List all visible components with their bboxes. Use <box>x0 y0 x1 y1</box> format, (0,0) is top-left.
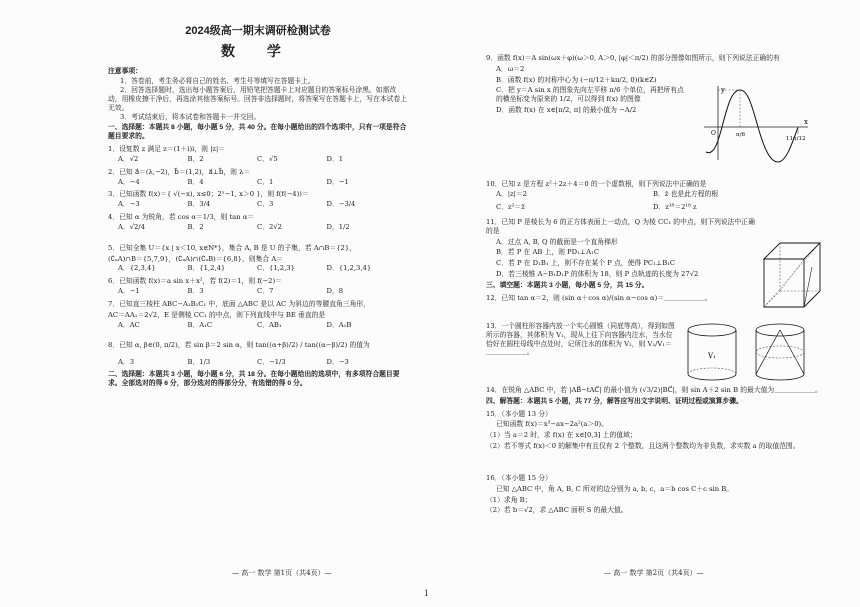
option: D．A₁B <box>326 320 352 329</box>
option: B．3 <box>187 287 204 296</box>
option: D．1/2 <box>326 222 350 231</box>
option: C．3 <box>257 200 274 209</box>
right-column-lower <box>486 178 822 215</box>
page-footer: — 高一 数学 第2页（共4页）— <box>604 569 704 577</box>
exam-subject: 数 学 <box>221 43 295 60</box>
cylinder-bottom <box>756 374 804 380</box>
question-2: 2．已知 a⃗＝(λ,−2)，b⃗＝(1,2)，a⃗⊥b⃗，则 λ＝ <box>108 167 251 176</box>
option: D．−3 <box>326 358 349 367</box>
question-15-head: 15．（本小题 13 分） <box>486 409 552 418</box>
option: A．3 <box>118 358 135 367</box>
options-q4 <box>108 223 408 232</box>
option: D．8 <box>326 287 344 296</box>
options-q5 <box>108 264 408 273</box>
options-q7 <box>108 321 408 330</box>
sine-graph-figure <box>700 82 812 164</box>
option: B．z̄ 也是此方程的根 <box>653 189 719 198</box>
option: C．√5 <box>257 154 278 163</box>
question-11: 11．已知 P 是棱长为 6 的正方体表面上一动点，Q 为棱 CC₁ 的中点，则下列说法中正确的是 <box>486 218 755 235</box>
cube-hidden-edge <box>764 291 780 307</box>
question-9: 9．函数 f(x)＝A sin(ωx＋φ)(ω＞0, A＞0, |φ|＜π/2) 的部分图像如图所示，则下列说法正确的有 <box>486 54 780 62</box>
cone-edge <box>780 330 804 374</box>
question-8: 8．已知 α, β∈(0, π/2)，若 sin β＝2 sin α，则 tan((α+β)/2) / tan((α−β)/2) 的值为 <box>108 341 370 350</box>
option: A．AC <box>118 320 140 329</box>
question-3: 3．已知函数 f(x)＝{ √(−x), x≤0；2ˣ−1, x＞0 }，则 f(f(−4))＝ <box>108 190 309 199</box>
options-q3 <box>108 200 408 209</box>
question-1: 1．设复数 z 满足 z＝(1＋i)i，则 |z|＝ <box>108 145 226 154</box>
notice-title: 注意事项： <box>108 68 142 76</box>
option: A．|z|＝2 <box>496 189 527 198</box>
options-q1 <box>108 155 408 164</box>
option: C．−1/3 <box>257 358 286 367</box>
option: A．{2,3,4} <box>118 264 156 273</box>
question-14: 14．在锐角 △ABC 中，若 |AB⃗−tAC⃗| 的最小值为 (√3/2)|BC⃗|，则 sin A＋2 sin B 的最大值为＿＿＿＿＿＿。 <box>486 386 822 394</box>
question-13: 13．一个圆柱形容器内放一个实心圆锥（同底等高），得到如图所示的容器，其体积为 V₁，现从上往下向容器内注水，当水位恰好在圆柱母线中点处时，记所注水的体积为 V₂，则 V₂/V₁＝＿＿＿＿＿＿。 <box>486 322 675 357</box>
cone-edge <box>756 330 780 374</box>
option: C．1 <box>257 177 274 186</box>
option: B．函数 f(x) 的对称中心为 (−π/12＋kπ/2, 0)(k∈Z) <box>496 75 657 84</box>
cylinder-bottom-hidden <box>688 368 736 374</box>
options-q8 <box>108 358 408 367</box>
cylinder-figure <box>680 318 820 386</box>
notice-item: 2．回答选择题时，选出每小题答案后，用铅笔把答题卡上对应题目的答案标号涂黑。如需改动，用橡皮擦干净后，再选涂其他答案标号。回答非选择题时，将答案写在答题卡上，写在本试卷上无效。 <box>108 86 408 112</box>
section-heading: 四、解答题：本题共 5 小题，共 77 分，解答应写出文字说明、证明过程或演算步骤。 <box>486 397 743 405</box>
question-16-part2: （2）若 b＝√2，求 △ABC 面积 S 的最大值。 <box>486 506 628 515</box>
cylinder-top <box>688 324 736 336</box>
notice-list <box>108 77 408 121</box>
option: B．4 <box>187 177 204 186</box>
tick-label: π/6 <box>736 132 745 138</box>
options-q10b <box>486 203 822 212</box>
option: D．z¹⁸＝2¹⁸ z <box>653 202 697 211</box>
option: D．函数 f(x) 在 x∈[π/2, π] 的最小值为 −A/2 <box>496 106 637 115</box>
cylinder-bottom <box>688 374 736 380</box>
option: B．2 <box>187 154 204 163</box>
option: A．−3 <box>118 200 140 209</box>
option: C．z²＝z̄ <box>496 202 525 211</box>
option: C．7 <box>257 287 274 296</box>
question-5-cont: (∁ᵤA)∩B＝{5,7,9}，(∁ᵤA)∩(∁ᵤB)＝{6,8}，则集合 A＝ <box>108 254 284 263</box>
option: A．过点 A, B, Q 的截面是一个直角梯形 <box>496 237 618 246</box>
question-4: 4．已知 α 为锐角，若 cos α＝1/3，则 tan α＝ <box>108 213 255 222</box>
notice-item: 3．考试结束后，将本试卷和答题卡一并交回。 <box>120 112 261 121</box>
question-15-body: 已知函数 f(x)＝x³−ax−2a²(a＞0)。 <box>496 420 609 429</box>
option: A．−1 <box>118 287 140 296</box>
section-heading: 三、填空题：本题共 3 小题，每小题 5 分，共 15 分。 <box>486 281 649 289</box>
option: B．2 <box>187 222 204 231</box>
question-16-head: 16．（本小题 15 分） <box>486 473 552 482</box>
cube-top-face <box>764 243 820 259</box>
option: C．2√2 <box>257 222 282 231</box>
question-5: 5．已知全集 U＝{x | x＜10, x∈N*}，集合 A, B 是 U 的子集，若 A∩B＝{2}， <box>108 243 356 252</box>
volume-label: V₁ <box>708 352 716 360</box>
section-heading: 一、选择题：本题共 8 小题，每小题 5 分，共 40 分。在每小题给出的四个选项中，只有一项是符合题目要求的。 <box>108 124 407 141</box>
notice-item: 1．答卷前，考生务必将自己的姓名、考生号等填写在答题卡上。 <box>120 77 315 86</box>
question-6: 6．已知函数 f(x)＝a sin x＋x²，若 f(2)＝1，则 f(−2)＝ <box>108 277 282 286</box>
question-12: 12．已知 tan α＝2，则 (sin α＋cos α)/(sin α−cos α)＝＿＿＿＿＿＿。 <box>486 293 712 302</box>
y-axis-label: y <box>721 86 725 94</box>
option: B．{1,2,4} <box>187 264 226 273</box>
left-column <box>108 24 408 392</box>
cube-diagonal <box>764 243 820 307</box>
section-heading: 二、选择题：本题共 3 小题，每小题 6 分，共 18 分。在每小题给出的选项中，有多项符合题目要求。全部选对的得 6 分，部分选对的得部分分，有选错的得 0 分。 <box>108 371 400 387</box>
option: A．√2 <box>118 154 139 163</box>
water-level <box>756 346 804 358</box>
cube-front-face <box>764 259 804 307</box>
options-q2 <box>108 178 408 187</box>
option: D．−1 <box>326 177 349 186</box>
page-number: 1 <box>424 588 429 598</box>
tick-label: 11π/12 <box>786 136 806 142</box>
option: B．1/3 <box>187 358 211 367</box>
option: D．{1,2,3,4} <box>326 264 372 273</box>
option: D．1 <box>326 154 344 163</box>
question-15-part2: （2）若不等式 f(x)＜0 的解集中有且仅有 2 个整数，且这两个整数均为非负数，求实数 a 的取值范围。 <box>486 442 800 451</box>
cube-section-line <box>804 267 812 307</box>
option: B．A₁C <box>187 320 213 329</box>
option: A．−4 <box>118 177 140 186</box>
option: B．3/4 <box>187 200 211 209</box>
question-7: 7．已知直三棱柱 ABC−A₁B₁C₁ 中，底面 △ABC 是以 AC 为斜边的等腰直角三角形， <box>108 299 370 308</box>
question-15-part1: （1）当 a＝2 时，求 f(x) 在 x∈[0,3] 上的值域； <box>486 431 637 440</box>
q11-block <box>486 216 756 304</box>
options-q6 <box>108 287 408 296</box>
question-16-body: 已知 △ABC 中，角 A, B, C 所对的边分别为 a, b, c，a＝b cos C＋c sin B。 <box>496 484 734 493</box>
option: B．若 P 在 AB 上，则 PD₁⊥A₁C <box>496 248 600 257</box>
lower-right-block <box>486 384 822 516</box>
options-q10 <box>486 190 822 199</box>
question-7-cont: AC＝AA₁＝2√2，E 是侧棱 CC₁ 的中点，则下列直线中与 BE 垂直的是 <box>108 310 326 319</box>
q13-block <box>486 320 676 358</box>
option: D．若三棱锥 A−B₁D₁P 的体积为 18，则 P 点轨迹的长度为 27√2 <box>496 270 699 279</box>
page-footer: — 高一 数学 第1页（共4页）— <box>232 569 332 577</box>
option: A．√2/4 <box>118 222 145 231</box>
option: C．若 P 在 D₁B₁ 上，则不存在某个 P 点，使得 PC₁⊥B₁C <box>496 259 676 268</box>
option: D．−3/4 <box>326 200 356 209</box>
exam-title: 2024级高一期末调研检测试卷 <box>185 25 331 37</box>
option: A．ω＝2 <box>496 64 525 73</box>
question-16-part1: （1）求角 B； <box>486 495 532 504</box>
right-column <box>486 52 780 117</box>
x-axis-label: x <box>804 118 808 126</box>
cube-edge <box>804 291 820 307</box>
option: C．AB₁ <box>257 320 282 329</box>
sine-curve <box>706 90 798 162</box>
origin-label: O <box>711 130 716 137</box>
cube-figure <box>758 237 826 313</box>
option: C．{1,2,3} <box>257 264 295 273</box>
option: C．把 y＝A sin x 的图象先向左平移 π/6 个单位，再把所有点的横坐标变为原来的 1/2，可以得到 f(x) 的图像 <box>496 86 684 104</box>
question-10: 10．已知 z 是方程 z²＋2z＋4＝0 的一个虚数根，则下列说法中正确的是 <box>486 180 707 188</box>
